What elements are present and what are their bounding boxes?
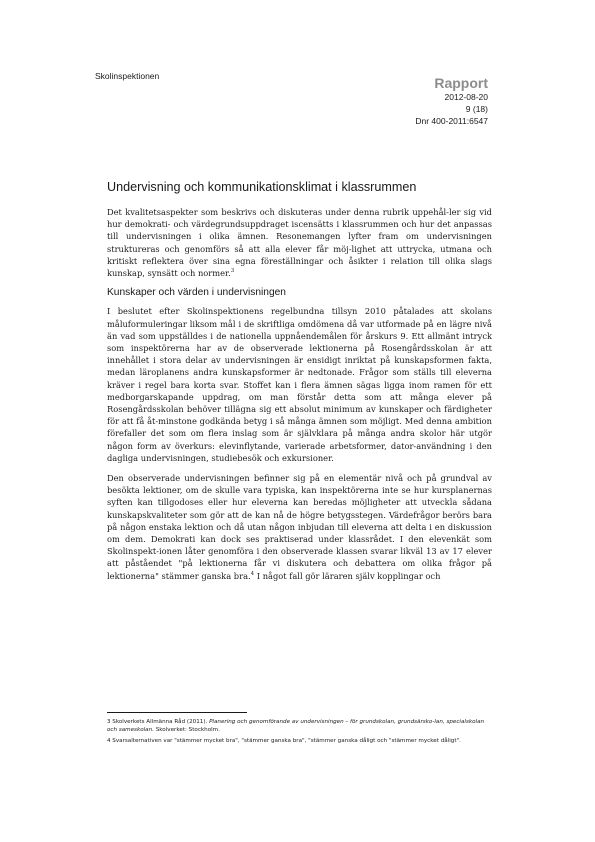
subsection-title: Kunskaper och värden i undervisningen: [107, 287, 286, 299]
footnote: $^3$ Skolverkets Allmänna Råd (2011). Planering och genomförande av undervisningen – för grundskolan, grundsärsko-lan, specialskolan och sameskolan. Skolverket: Stockholm.: [107, 719, 485, 733]
agency-name: Skolinspektionen: [95, 71, 160, 81]
footnote-divider: [107, 712, 247, 713]
report-meta: [415, 75, 488, 127]
registration-number: Dnr 400-2011:6547: [415, 116, 488, 126]
paragraph-2: Den observerade undervisningen befinner sig på en elementär nivå och på grundval av besökta lektioner, om de skulle vara typiska, kan inspektörerna inte se hur kursplanernas syften kan tillgodoses eller hur eleverna kan beredas möjligheter att utveckla sådana kunskapskvaliteter som gör att de kan nå de högre betygsstegen. Värdefrågor berörs bara på någon enstaka lektion och då utan någon inbjudan till eleverna att delta i en diskussion om dem. Demokrati kan dock ses praktiserad under klassrådet. I den elevenkät som Skolinspekt-ionen låter genomföra i den observerade klassen svarar likväl 13 av 17 elever att påståendet "på lektionerna får vi diskutera och debattera om olika frågor på lektionerna" stämmer ganska bra.$^4$ I något fall gör läraren själv kopplingar och: [107, 473, 492, 581]
document-type: Rapport: [434, 75, 488, 91]
footnote-ref-4[interactable]: 4: [250, 570, 255, 577]
section-title: Undervisning och kommunikationsklimat i klassrummen: [107, 180, 417, 194]
footnote: $^4$ Svarsalternativen var "stämmer mycket bra", "stämmer ganska bra", "stämmer ganska dåligt och "stämmer mycket dåligt".: [107, 738, 461, 744]
paragraph-1: I beslutet efter Skolinspektionens regelbundna tillsyn 2010 påtalades att skolans måluformuleringar liksom mål i de skriftliga omdömena då var utformade på en lägre nivå än vad som uppställdes i de nationella uppnåendemålen för årskurs 9. Ett allmänt intryck som inspektörerna har av de observerade lektionerna på Rosengårdsskolan är att innehållet i stora delar av undervisningen är ensidigt inriktat på kunskapsformen fakta, medan läroplanens andra kunskapsformer är nedtonade. Frågor som ställs till eleverna kräver i regel bara korta svar. Stoffet kan i flera ämnen sägas ligga inom ramen för ett medborgarskapande uppdrag, om man förstår detta som att många elever på Rosengårdsskolan behöver tillägna sig ett absolut minimum av kunskaper och färdigheter för att få åt-minstone godkända betyg i så många ämnen som möjligt. Med denna ambition förefaller det som om flera inslag som är självklara på många andra skolor här utgör någon form av överkurs: elevinflytande, varierade arbetsformer, dator-användning i den dagliga undervisningen, studiebesök och exkursioner.: [107, 306, 492, 463]
body-text: [107, 206, 492, 590]
footnotes: [107, 718, 492, 748]
report-date: 2012-08-20: [444, 92, 488, 102]
page-number: 9 (18): [465, 104, 488, 114]
intro-paragraph: Det kvalitetsaspekter som beskrivs och diskuteras under denna rubrik uppehål-ler sig vid hur demokrati- och värdegrundsuppdraget iscensätts i klassrummen och hur det anpassas till undervisningen i olika ämnen. Resonemangen lyfter fram om undervisningen struktureras och genomförs så att alla elever får möj-lighet att uttrycka, utmana och kritiskt reflektera över sina egna föreställningar och åsikter i relation till olika slags kunskap, synsätt och normer.$^3$: [107, 207, 492, 279]
footnote-ref-3[interactable]: 3: [230, 268, 235, 275]
